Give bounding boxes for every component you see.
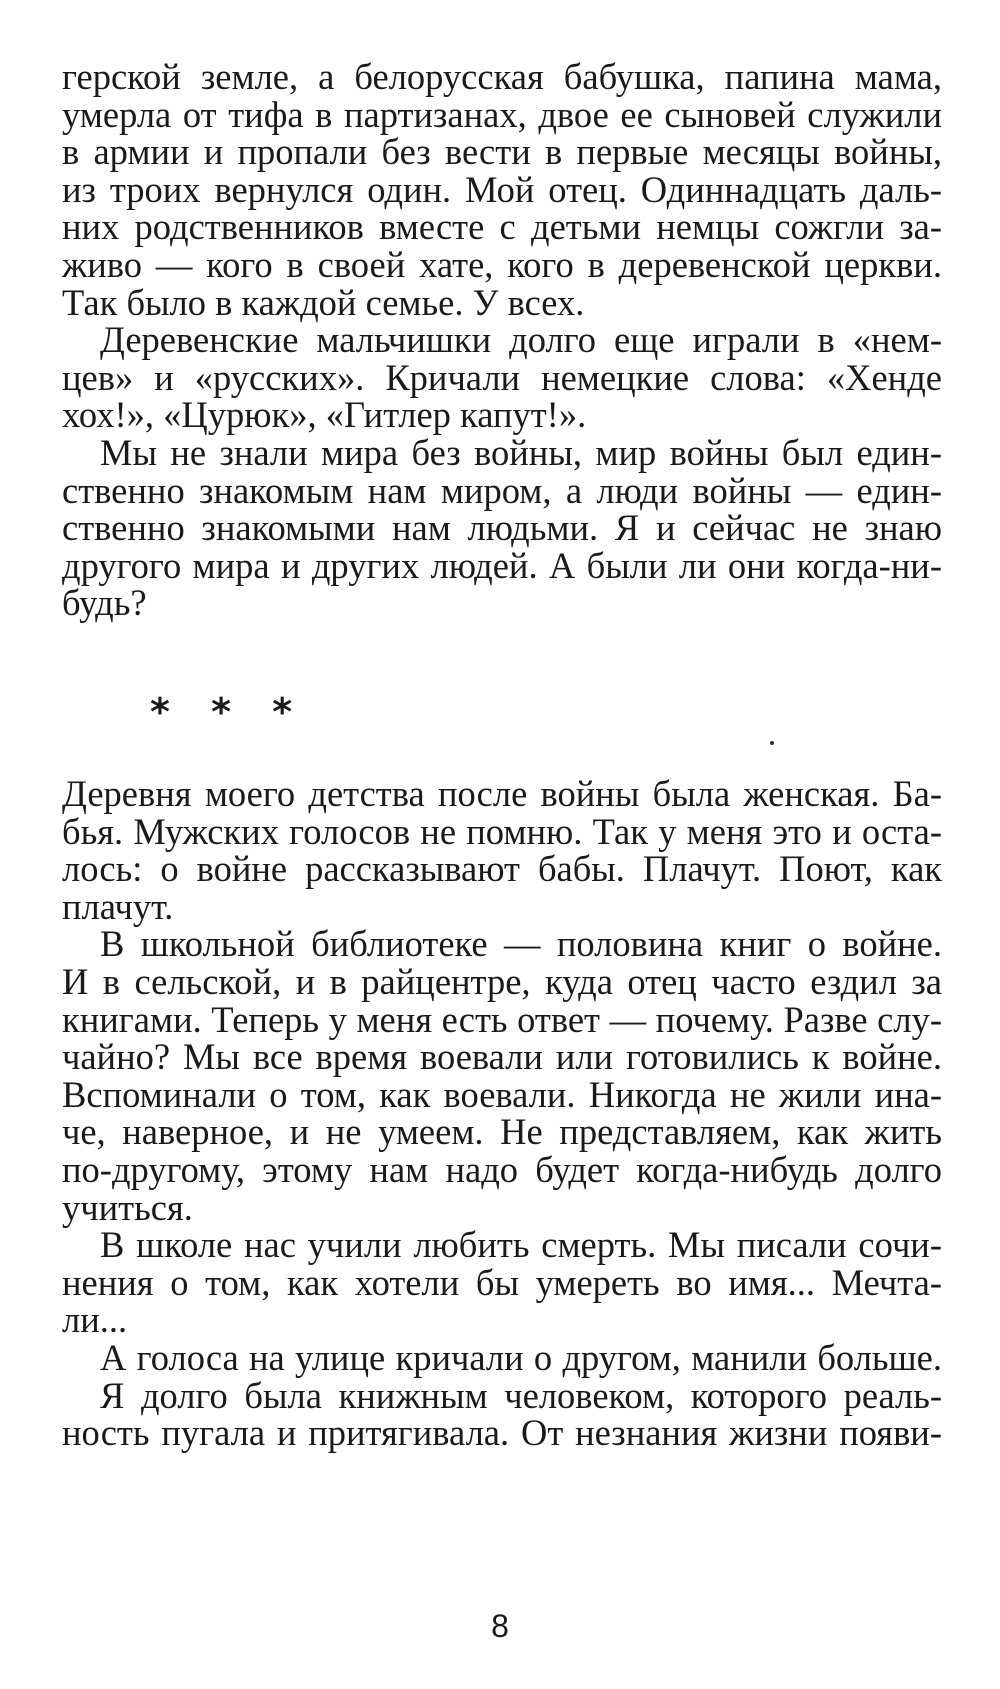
text-line: Вспоминали о том, как воевали. Никогда не жили ина-	[62, 1073, 942, 1115]
text-line: бья. Мужских голосов не помню. Так у меня это и оста-	[62, 810, 942, 852]
text-line: из троих вернулся один. Мой отец. Одиннадцать даль-	[62, 168, 942, 210]
text-line: чайно? Мы все время воевали или готовились к войне.	[62, 1036, 942, 1078]
text-line: нения о том, как хотели бы умереть во имя... Мечта-	[62, 1261, 942, 1303]
text-line: книгами. Теперь у меня есть ответ — почему. Разве слу-	[62, 998, 942, 1040]
text-line: В школе нас учили любить смерть. Мы писали сочи-	[100, 1224, 942, 1266]
section-break: * * *	[150, 690, 307, 734]
text-line: них родственников вместе с детьми немцы сожгли за-	[62, 206, 942, 248]
text-block-bottom	[62, 775, 942, 1452]
text-line: ственно знакомым нам миром, а люди войны — един-	[62, 469, 942, 511]
text-line: учиться.	[62, 1186, 193, 1228]
text-line: живо — кого в своей хате, кого в деревенской церкви.	[62, 243, 942, 285]
text-line: по-другому, этому нам надо будет когда-нибудь долго	[62, 1148, 942, 1190]
text-line: че, наверное, и не умеем. Не представляем, как жить	[62, 1111, 942, 1153]
text-line: другого мира и других людей. А были ли они когда-ни-	[62, 544, 942, 586]
text-line: Деревенские мальчишки долго еще играли в «нем-	[100, 319, 942, 361]
text-block-top	[62, 58, 942, 622]
text-line: Я долго была книжным человеком, которого реаль-	[100, 1374, 942, 1416]
text-line: лось: о войне рассказывают бабы. Плачут. Поют, как	[62, 848, 942, 890]
text-line: герской земле, а белорусская бабушка, папина мама,	[62, 56, 942, 97]
text-line: ственно знакомыми нам людьми. Я и сейчас не знаю	[62, 507, 942, 549]
print-speck	[770, 741, 774, 745]
text-line: плачут.	[62, 885, 174, 927]
text-line: А голоса на улице кричали о другом, манили больше.	[100, 1336, 942, 1378]
text-line: в армии и пропали без вести в первые месяцы войны,	[62, 131, 942, 173]
text-line: будь?	[62, 582, 147, 624]
text-line: Так было в каждой семье. У всех.	[62, 281, 585, 323]
text-line: В школьной библиотеке — половина книг о войне.	[100, 923, 942, 965]
text-line: хох!», «Цурюк», «Гитлер капут!».	[62, 394, 587, 436]
text-line: Деревня моего детства после войны была женская. Ба-	[62, 773, 942, 814]
page-number: 8	[491, 1608, 509, 1644]
text-line: И в сельской, и в райцентре, куда отец часто ездил за	[62, 960, 942, 1002]
text-line: ность пугала и притягивала. От незнания жизни появи-	[62, 1412, 942, 1454]
text-line: цев» и «русских». Кричали немецкие слова: «Хенде	[62, 356, 942, 398]
text-line: Мы не знали мира без войны, мир войны был един-	[100, 431, 942, 473]
text-line: ли...	[62, 1299, 128, 1341]
text-line: умерла от тифа в партизанах, двое ее сыновей служили	[62, 93, 942, 135]
